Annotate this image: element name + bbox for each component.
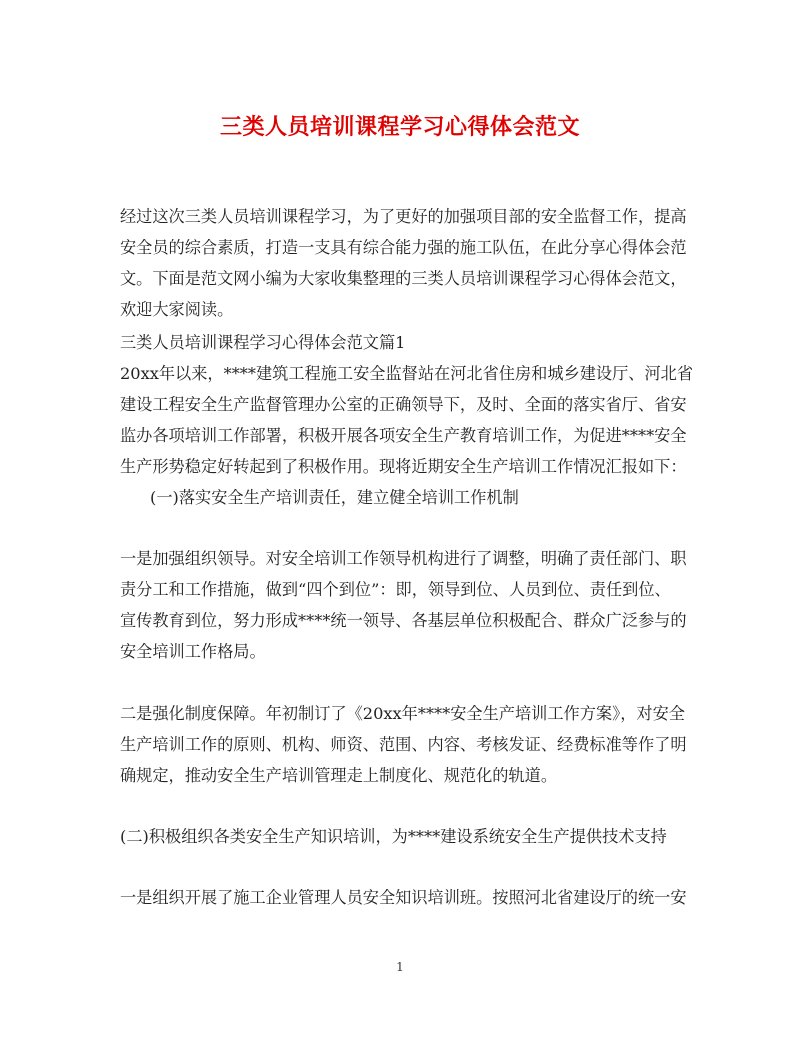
body-line: 监办各项培训工作部署，积极开展各项安全生产教育培训工作，为促进****安全 (120, 426, 687, 445)
page-number: 1 (396, 960, 404, 974)
body-line: 安全员的综合素质，打造一支具有综合能力强的施工队伍，在此分享心得体会范 (120, 238, 687, 257)
body-line: 20xx年以来，****建筑工程施工安全监督站在河北省住房和城乡建设厅、河北省 (120, 364, 694, 383)
body-line: 生产培训工作的原则、机构、师资、范围、内容、考核发证、经费标准等作了明 (120, 735, 687, 754)
subsection-heading: (二)积极组织各类安全生产知识培训，为****建设系统安全生产提供技术支持 (120, 827, 667, 846)
subsection-heading: (一)落实安全生产培训责任，建立健全培训工作机制 (150, 488, 519, 507)
body-line: 确规定，推动安全生产培训管理走上制度化、规范化的轨道。 (120, 766, 558, 785)
body-line: 安全培训工作格局。 (120, 642, 266, 661)
body-line: 欢迎大家阅读。 (120, 300, 234, 319)
body-line: 二是强化制度保障。年初制订了《20xx年****安全生产培训工作方案》，对安全 (120, 704, 685, 723)
body-line: 生产形势稳定好转起到了积极作用。现将近期安全生产培训工作情况汇报如下： (120, 457, 687, 476)
body-line: 责分工和工作措施，做到“四个到位”：即，领导到位、人员到位、责任到位、 (120, 580, 671, 599)
body-line: 建设工程安全生产监督管理办公室的正确领导下，及时、全面的落实省厅、省安 (120, 395, 687, 414)
body-line: 一是组织开展了施工企业管理人员安全知识培训班。按照河北省建设厅的统一安 (120, 888, 687, 907)
body-line: 经过这次三类人员培训课程学习，为了更好的加强项目部的安全监督工作，提高 (120, 207, 687, 226)
document-title: 三类人员培训课程学习心得体会范文 (219, 114, 580, 140)
body-line: 文。下面是范文网小编为大家收集整理的三类人员培训课程学习心得体会范文， (120, 269, 687, 288)
body-line: 一是加强组织领导。对安全培训工作领导机构进行了调整，明确了责任部门、职 (120, 549, 687, 568)
body-line: 宣传教育到位，努力形成****统一领导、各基层单位积极配合、群众广泛参与的 (120, 611, 687, 630)
section-heading: 三类人员培训课程学习心得体会范文篇1 (120, 333, 406, 352)
